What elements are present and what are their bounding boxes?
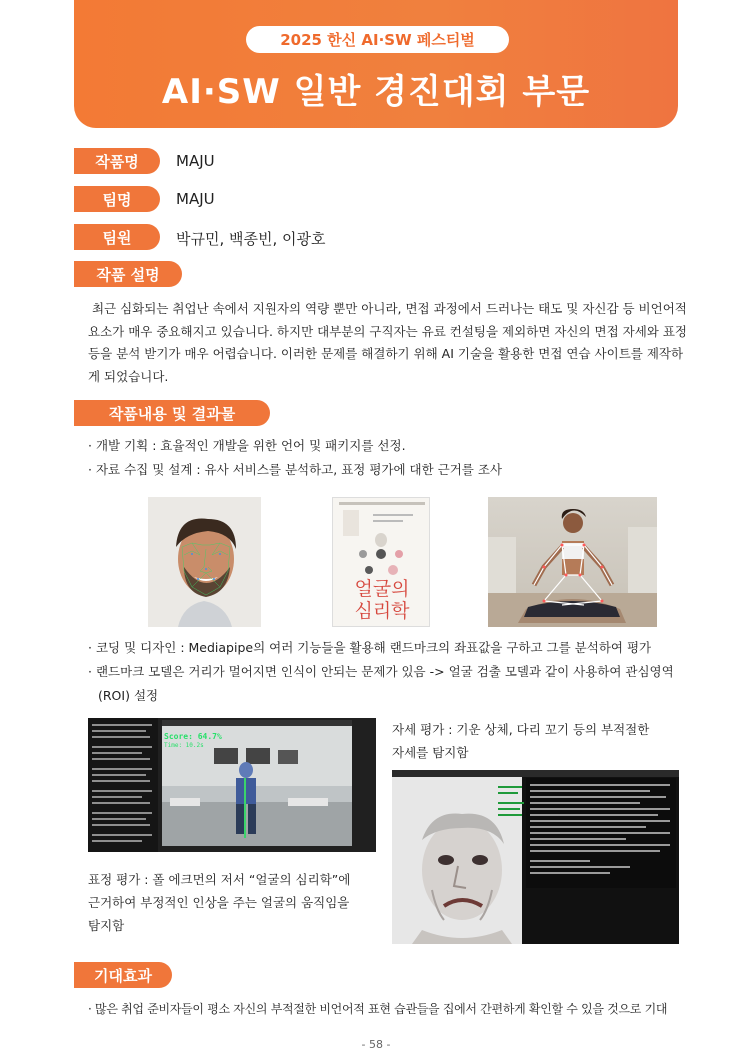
posture-caption: 자세 평가 : 기운 상체, 다리 꼬기 등의 부적절한 자세를 탐지함 (392, 722, 650, 760)
expression-caption: 표정 평가 : 폴 에크먼의 저서 “얼굴의 심리학”에 근거하여 부정적인 인상을 주는 얼굴의 움직임을 탐지함 (88, 872, 351, 933)
pose-landmark-photo (488, 497, 657, 627)
festival-badge: 2025 한신 AI·SW 페스티벌 (246, 26, 509, 53)
team-name-label: 팀명 (74, 186, 160, 212)
expected-effect-text: · 많은 취업 준비자들이 평소 자신의 부적절한 비언어적 표현 습관들을 집에서 간편하게 확인할 수 있을 것으로 기대 (88, 1002, 668, 1016)
book-title-line2: 심리학 (354, 600, 410, 622)
expected-effect-label: 기대효과 (74, 962, 172, 988)
work-name-value: MAJU (176, 152, 215, 170)
team-name-value: MAJU (176, 190, 215, 208)
score-overlay: Score: 64.7% (164, 732, 222, 741)
members-value: 박규민, 백종빈, 이광호 (176, 230, 326, 248)
book-title-line1: 얼굴의 (354, 578, 410, 600)
face-mesh-photo (148, 497, 261, 627)
bullet-planning: · 개발 기획 : 효율적인 개발을 위한 언어 및 패키지를 선정. (88, 438, 406, 453)
results-label: 작품내용 및 결과물 (74, 400, 270, 426)
bullet-landmark: · 랜드마크 모델은 거리가 멀어지면 인식이 안되는 문제가 있음 -> 얼굴 검출 모델과 같이 사용하여 관심영역 (88, 664, 674, 679)
description-label: 작품 설명 (74, 261, 182, 287)
face-psychology-book-cover (332, 497, 430, 627)
expression-screenshot (392, 770, 679, 944)
bullet-roi: (ROI) 설정 (98, 688, 159, 703)
members-label: 팀원 (74, 224, 160, 250)
page-title: AI·SW 일반 경진대회 부문 (161, 72, 591, 112)
bullet-research: · 자료 수집 및 설계 : 유사 서비스를 분석하고, 표정 평가에 대한 근거를 조사 (88, 462, 502, 477)
bullet-coding: · 코딩 및 디자인 : Mediapipe의 여러 기능들을 활용해 랜드마크의 좌표값을 구하고 그를 분석하여 평가 (88, 640, 652, 655)
time-overlay: Time: 10.2s (164, 742, 204, 749)
work-name-label: 작품명 (74, 148, 160, 174)
description-text: 최근 심화되는 취업난 속에서 지원자의 역량 뿐만 아니라, 면접 과정에서 드러나는 태도 및 자신감 등 비언어적 요소가 매우 중요해지고 있습니다. 하지만 대부분의 구직자는 유료 컨설팅을 제외하면 자신의 면접 자세와 표정 등을 분석 받기가 매우 어렵습니다. 이러한 문제를 해결하기 위해 AI 기술을 활용한 면접 연습 사이트를 제작하게 되었습니다. (88, 301, 688, 384)
posture-screenshot (88, 718, 376, 852)
page-number: - 58 - (361, 1038, 391, 1051)
